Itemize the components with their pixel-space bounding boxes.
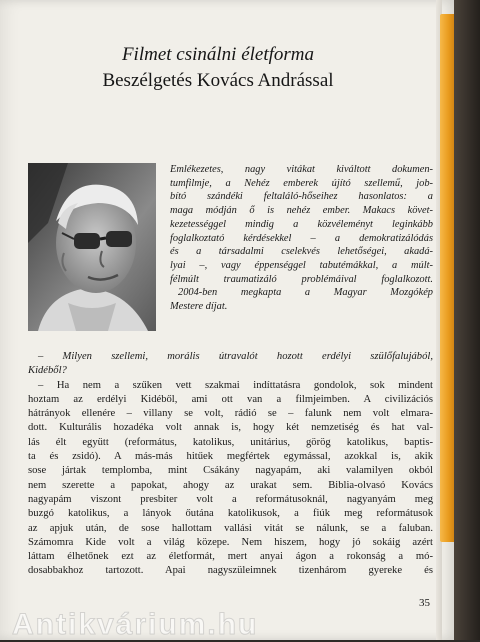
answer-line: dosabbakhoz tartozott. Apai nagyszüleimnek tizenhárom gyereke és <box>28 565 433 577</box>
answer-line: hátrányok ellenére – villany se volt, rádió se – falunk nem volt elmara- <box>28 408 433 420</box>
intro-line: Emlékezetes, nagy vitákat kiváltott dokumen- <box>170 164 433 175</box>
chapter-title: Filmet csinálni életforma <box>121 44 315 65</box>
answer-line: nem szerette a papokat, ahogy az urakat sem. Biblia-olvasó Kovács <box>28 479 433 491</box>
intro-line: kezetességgel mindig a közvéleményt leginkább <box>170 218 433 230</box>
intro-line: 2004-ben megkapta a Magyar Mozgókép <box>178 287 433 299</box>
answer-line: hoztam az erdélyi Kidéből, ami ott van a filmjeimben. A civilizációs <box>28 393 433 405</box>
answer-line: sose jártak templomba, mint Csákány nagyapám, aki valamilyen okból <box>28 465 433 477</box>
answer-line: buzgó katolikus, a lányok őutána katolikusok, a fiúk meg reformátusok <box>28 508 433 520</box>
chapter-subtitle: Beszélgetés Kovács Andrással <box>102 70 334 91</box>
portrait-photo <box>28 163 156 331</box>
portrait-illustration <box>28 163 156 331</box>
answer-line: az apjuk után, de sose hallottam vallási vitát se nálunk, se a faluban. <box>28 522 433 534</box>
question-line: – Milyen szellemi, morális útravalót hozott erdélyi szülőfalujából, <box>38 351 433 362</box>
question-line: Kidéből? <box>28 365 67 377</box>
intro-line: tumfilmje, a Nehéz emberek újító szellemű, job- <box>170 177 433 189</box>
intro-line: lyai –, vagy éppenséggel tabutémákkal, a múlt- <box>170 259 433 271</box>
answer-line: dott. Kulturális hozadéka volt annak is, hogy két nemzetiség és hat val- <box>28 422 433 434</box>
intro-line: maga módján ő is nehéz ember. Makacs követ- <box>170 205 433 217</box>
answer-line: – Ha nem a szűken vett szakmai indíttatásra gondolok, sok mindent <box>38 379 433 391</box>
intro-line: foglalkoztató kérdésekkel – a demokratizálódás <box>170 232 433 244</box>
intro-paragraph <box>170 163 433 314</box>
answer-line: nagyapám viszont presbiter volt a reformátusoknál, nagyanyám meg <box>28 493 433 505</box>
intro-line: és a társadalmi cselekvés lehetőségei, akadá- <box>170 246 433 258</box>
intro-line: Mestere díjat. <box>170 301 228 313</box>
intro-line: bító szándéki feltaláló-hőseihez hasonlatos: a <box>170 191 433 203</box>
answer-line: ta és zsidó). A más-más hitűek megfértek egymással, azokkal is, akik <box>28 451 433 463</box>
answer-line: Számomra Kide volt a világ közepe. Nem hiszem, hogy jó sokáig azért <box>28 536 433 548</box>
answer-line: láttam élhetőnek ezt az életformát, mert anyai ágon a rokonság a mó- <box>28 551 433 563</box>
interview-text <box>28 350 433 579</box>
page-number: 35 <box>419 597 430 609</box>
intro-line: félmúlt traumatizáló problémáival foglalkozott. <box>170 273 433 285</box>
background-surface <box>454 0 480 640</box>
watermark-logo: Antikvárium.hu <box>12 608 259 641</box>
answer-line: lás élt együtt (református, katolikus, unitárius, görög katolikus, baptis- <box>28 436 433 448</box>
